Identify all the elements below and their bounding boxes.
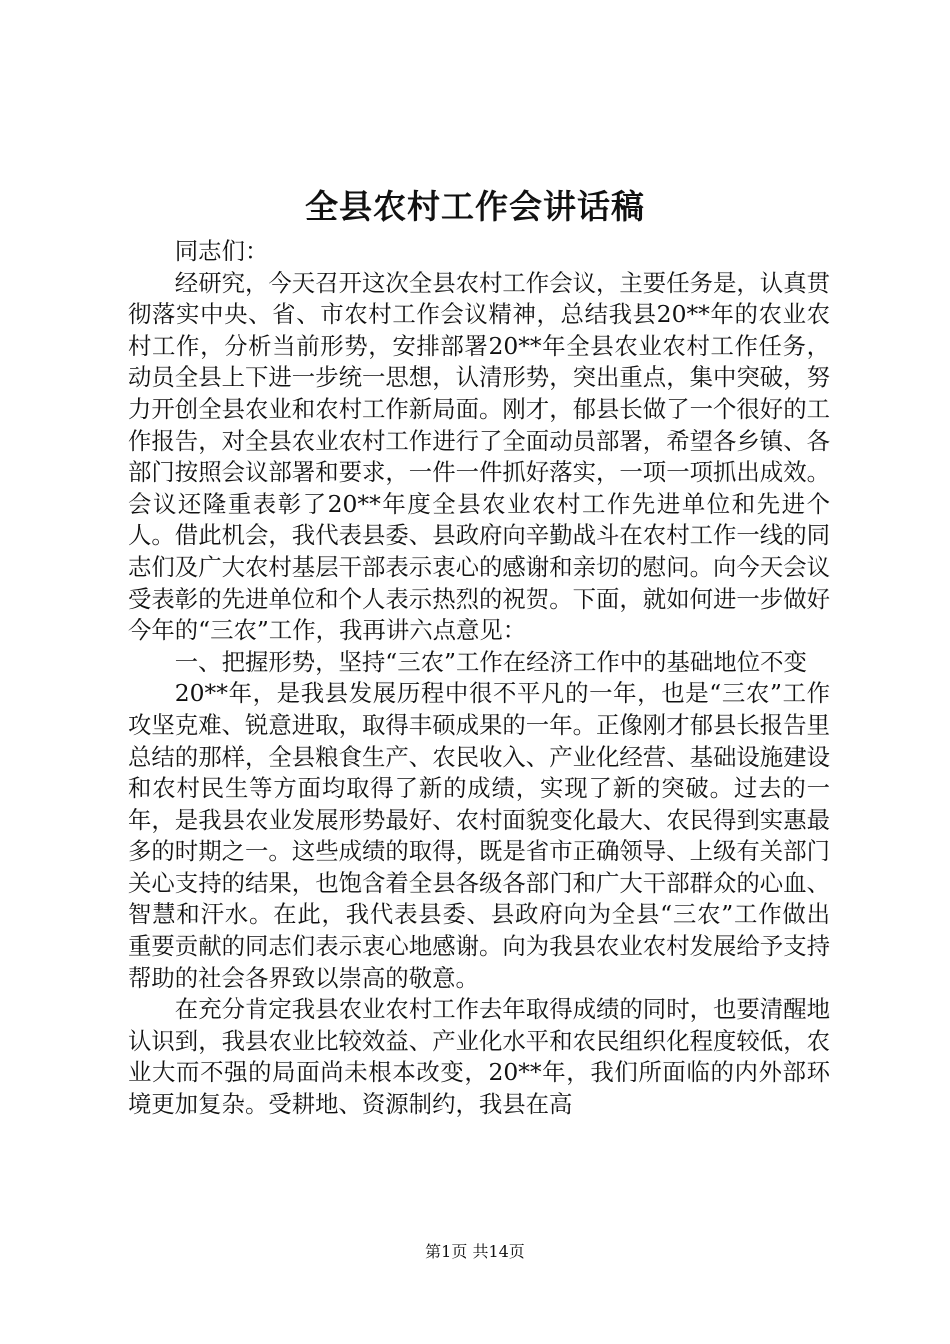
- document-body: [128, 236, 830, 1121]
- page-footer: [0, 1241, 950, 1263]
- body-paragraph: 经研究，今天召开这次全县农村工作会议，主要任务是，认真贯彻落实中央、省、市农村工作会议精神，总结我县20**年的农业农村工作，分析当前形势，安排部署20**年全县农业农村工作任务，动员全县上下进一步统一思想，认清形势，突出重点，集中突破，努力开创全县农业和农村工作新局面。刚才，郁县长做了一个很好的工作报告，对全县农业农村工作进行了全面动员部署，希望各乡镇、各部门按照会议部署和要求，一件一件抓好落实，一项一项抓出成效。会议还隆重表彰了20**年度全县农业农村工作先进单位和先进个人。借此机会，我代表县委、县政府向辛勤战斗在农村工作一线的同志们及广大农村基层干部表示衷心的感谢和亲切的慰问。向今天会议受表彰的先进单位和个人表示热烈的祝贺。下面，就如何进一步做好今年的“三农”工作，我再讲六点意见：: [128, 268, 830, 645]
- page-number-label: 第1页 共14页: [425, 1242, 525, 1261]
- body-paragraph: 20**年，是我县发展历程中很不平凡的一年，也是“三农”工作攻坚克难、锐意进取，取得丰硕成果的一年。正像刚才郁县长报告里总结的那样，全县粮食生产、农民收入、产业化经营、基础设施建设和农村民生等方面均取得了新的成绩，实现了新的突破。过去的一年，是我县农业发展形势最好、农村面貌变化最大、农民得到实惠最多的时期之一。这些成绩的取得，既是省市正确领导、上级有关部门关心支持的结果，也饱含着全县各级各部门和广大干部群众的心血、智慧和汗水。在此，我代表县委、县政府向为全县“三农”工作做出重要贡献的同志们表示衷心地感谢。向为我县农业农村发展给予支持帮助的社会各界致以崇高的敬意。: [128, 679, 830, 992]
- page-title: 全县农村工作会讲话稿: [305, 187, 645, 226]
- body-paragraph: 在充分肯定我县农业农村工作去年取得成绩的同时，也要清醒地认识到，我县农业比较效益、产业化水平和农民组织化程度较低，农业大而不强的局面尚未根本改变，20**年，我们所面临的内外部环境更加复杂。受耕地、资源制约，我县在高: [128, 995, 830, 1119]
- salutation-paragraph: 同志们：: [174, 237, 269, 265]
- section-heading: 一、把握形势，坚持“三农”工作在经济工作中的基础地位不变: [174, 647, 807, 676]
